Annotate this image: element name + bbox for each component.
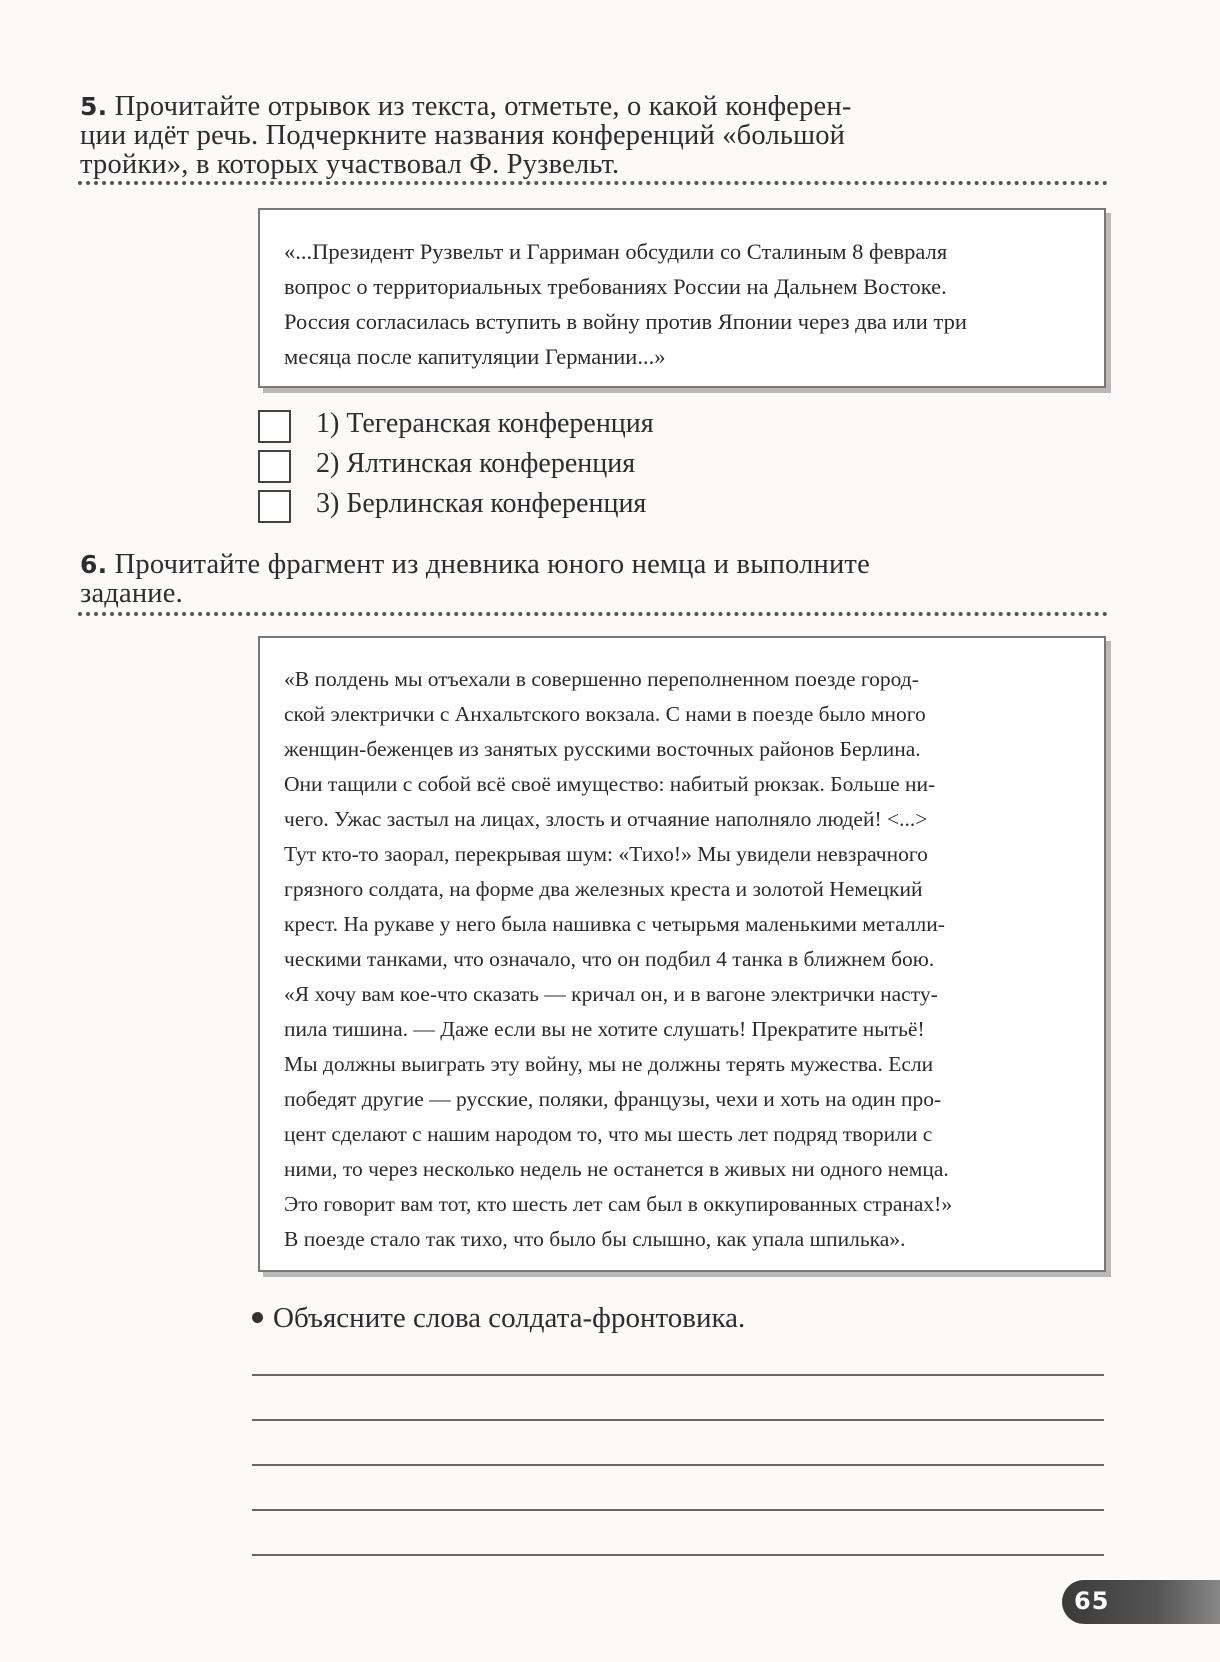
task-5-line-1: 5. Прочитайте отрывок из текста, отметьте, о какой конферен- bbox=[80, 91, 852, 122]
answer-line-3[interactable] bbox=[252, 1464, 1104, 1466]
task-5-line-2: ции идёт речь. Подчеркните названия конференций «большой bbox=[80, 120, 846, 151]
bullet-prompt bbox=[252, 1302, 745, 1335]
bullet-icon bbox=[252, 1312, 263, 1323]
quote-line: Тут кто-то заорал, перекрывая шум: «Тихо!» Мы увидели невзрачного bbox=[284, 842, 928, 866]
option-label: 1) Тегеранская конференция bbox=[316, 408, 654, 439]
quote-line: чего. Ужас застыл на лицах, злость и отчаяние наполняло людей! <...> bbox=[284, 807, 928, 831]
quote-line: грязного солдата, на форме два железных креста и золотой Немецкий bbox=[284, 877, 923, 901]
checkbox-option-1[interactable] bbox=[258, 410, 291, 443]
dotted-divider bbox=[78, 612, 1108, 616]
task-6-line-2: задание. bbox=[80, 578, 183, 609]
quote-line: Это говорит вам тот, кто шесть лет сам был в оккупированных странах!» bbox=[284, 1192, 953, 1216]
answer-line-1[interactable] bbox=[252, 1374, 1104, 1376]
quote-line: «...Президент Рузвельт и Гарриман обсудили со Сталиным 8 февраля bbox=[284, 239, 948, 264]
quote-line: «В полдень мы отъехали в совершенно переполненном поезде город- bbox=[284, 667, 919, 691]
quote-line: крест. На рукаве у него была нашивка с четырьмя маленькими металли- bbox=[284, 912, 945, 936]
quote-line: ческими танками, что означало, что он подбил 4 танка в ближнем бою. bbox=[284, 947, 935, 971]
quote-line: цент сделают с нашим народом то, что мы шесть лет подряд творили с bbox=[284, 1122, 933, 1146]
option-label: 3) Берлинская конференция bbox=[316, 488, 647, 519]
quote-line: Россия согласилась вступить в войну против Японии через два или три bbox=[284, 309, 967, 334]
task-5-heading bbox=[80, 92, 980, 179]
quote-line: «Я хочу вам кое-что сказать — кричал он, и в вагоне электрички насту- bbox=[284, 982, 938, 1006]
quote-box-diary bbox=[258, 636, 1106, 1272]
quote-line: Они тащили с собой всё своё имущество: набитый рюкзак. Больше ни- bbox=[284, 772, 936, 796]
quote-box-yalta bbox=[258, 208, 1106, 388]
quote-text bbox=[284, 234, 1082, 374]
quote-line: месяца после капитуляции Германии...» bbox=[284, 344, 666, 369]
checkbox-option-2[interactable] bbox=[258, 450, 291, 483]
quote-text bbox=[284, 662, 1082, 1257]
option-label: 2) Ялтинская конференция bbox=[316, 448, 636, 479]
answer-line-5[interactable] bbox=[252, 1554, 1104, 1556]
checkbox-option-3[interactable] bbox=[258, 490, 291, 523]
task-5-line-3: тройки», в которых участвовал Ф. Рузвельт. bbox=[80, 149, 620, 180]
page-number: 65 bbox=[1074, 1587, 1110, 1615]
task-6-number: 6. bbox=[80, 550, 108, 579]
quote-line: женщин-беженцев из занятых русскими восточных районов Берлина. bbox=[284, 737, 921, 761]
quote-line: победят другие — русские, поляки, французы, чехи и хоть на один про- bbox=[284, 1087, 942, 1111]
answer-line-2[interactable] bbox=[252, 1419, 1104, 1421]
quote-line: Мы должны выиграть эту войну, мы не должны терять мужества. Если bbox=[284, 1052, 934, 1076]
dotted-divider bbox=[78, 181, 1108, 185]
quote-line: вопрос о территориальных требованиях России на Дальнем Востоке. bbox=[284, 274, 947, 299]
quote-line: пила тишина. — Даже если вы не хотите слушать! Прекратите нытьё! bbox=[284, 1017, 925, 1041]
prompt-text: Объясните слова солдата-фронтовика. bbox=[273, 1302, 746, 1334]
quote-line: ской электрички с Анхальтского вокзала. С нами в поезде было много bbox=[284, 702, 926, 726]
quote-line: ними, то через несколько недель не останется в живых ни одного немца. bbox=[284, 1157, 949, 1181]
task-6-line-1: 6. Прочитайте фрагмент из дневника юного немца и выполните bbox=[80, 549, 870, 580]
answer-line-4[interactable] bbox=[252, 1509, 1104, 1511]
task-5-number: 5. bbox=[80, 92, 108, 121]
quote-line: В поезде стало так тихо, что было бы слышно, как упала шпилька». bbox=[284, 1227, 906, 1251]
task-6-heading bbox=[80, 550, 980, 608]
